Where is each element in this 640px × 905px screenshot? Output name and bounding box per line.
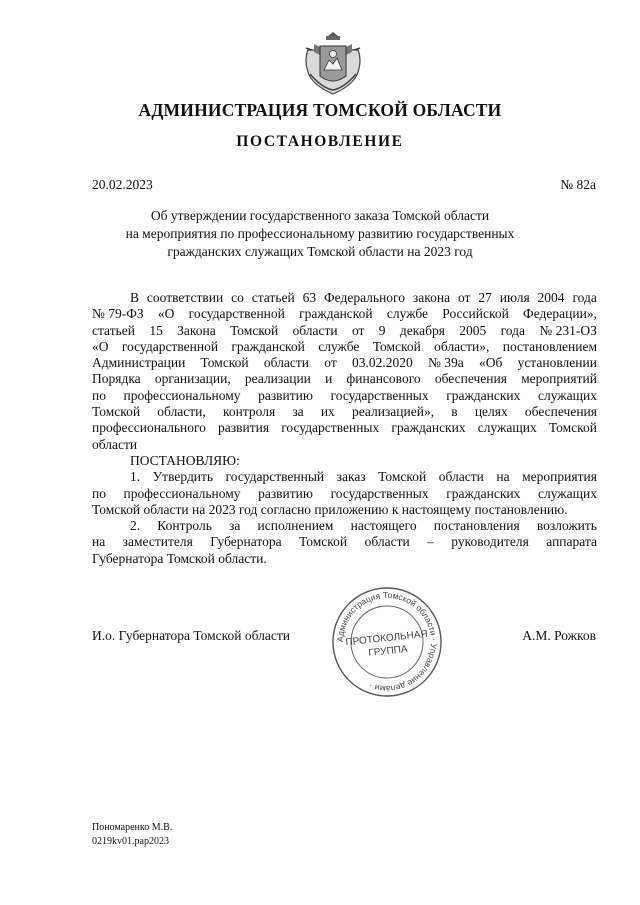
word: от <box>351 322 365 338</box>
text-line <box>92 323 597 339</box>
word: закона <box>412 290 451 305</box>
round-stamp <box>330 585 444 699</box>
word: Администрации <box>92 355 186 371</box>
word: № 39а <box>427 355 464 371</box>
word: года <box>572 290 597 305</box>
word: статьей <box>251 290 295 305</box>
word: Томской <box>92 404 141 420</box>
text-line <box>92 518 597 534</box>
word: 63 <box>302 290 317 305</box>
word: гражданских <box>391 420 466 436</box>
word: области, <box>157 404 206 420</box>
word: государственных <box>281 420 380 436</box>
word: со <box>231 290 244 305</box>
item-1-last-line: Томской области на 2023 год согласно приложению к настоящему постановлению. <box>92 501 568 517</box>
organization-title: АДМИНИСТРАЦИЯ ТОМСКОЙ ОБЛАСТИ <box>138 100 502 120</box>
stamp-line-1: ПРОТОКОЛЬНАЯ <box>345 628 429 649</box>
stamp-line-2: ГРУППА <box>367 643 409 659</box>
word: области <box>263 355 310 371</box>
word: – <box>427 534 434 550</box>
text-line <box>92 290 597 306</box>
resolve-word: ПОСТАНОВЛЯЮ: <box>130 452 240 468</box>
word: В <box>130 290 140 305</box>
word: гражданских <box>446 387 521 403</box>
word: заместителя <box>122 534 193 550</box>
preamble-last-line: области <box>92 436 138 452</box>
word: 2005 <box>459 322 487 338</box>
word: обеспечения <box>524 404 597 420</box>
word: за <box>292 404 304 420</box>
word: «О <box>92 338 109 354</box>
word: Федерации», <box>523 306 597 322</box>
word: установлении <box>517 355 597 371</box>
word: постановлением <box>502 338 597 354</box>
word: профессионального <box>92 420 206 436</box>
word: государственный <box>225 469 325 485</box>
document-body <box>92 290 597 567</box>
word: 03.02.2020 <box>351 355 413 371</box>
stamp-ring-text: Администрация Томской области · Управление делами · <box>334 589 440 695</box>
footer-author: Пономаренко М.В. <box>92 822 173 833</box>
text-line <box>92 534 597 550</box>
title-line: на мероприятия по профессиональному развитию государственных <box>125 226 515 241</box>
word: за <box>229 518 241 534</box>
word: июля <box>499 290 530 305</box>
text-line <box>92 388 597 404</box>
text-line <box>92 404 597 420</box>
word: Российской <box>442 306 509 322</box>
word: гражданской <box>231 338 305 354</box>
word: реализацией», <box>351 404 435 420</box>
word: государственных <box>330 485 429 501</box>
word: 2. <box>130 518 141 534</box>
text-line <box>92 355 597 371</box>
word: Федерального <box>323 290 406 305</box>
word: от <box>457 290 471 305</box>
word: заказ <box>336 469 366 485</box>
word: гражданской <box>299 306 373 322</box>
word: целях <box>474 404 508 420</box>
word: соответствии <box>146 290 224 305</box>
word: государственной <box>188 306 285 322</box>
word: по <box>92 387 106 403</box>
word: в <box>451 404 458 420</box>
word: развитию <box>258 387 313 403</box>
item-1-paragraph <box>92 469 597 502</box>
signature-position: И.о. Губернатора Томской области <box>92 628 290 643</box>
word: 1. <box>130 469 141 485</box>
text-line <box>92 306 597 322</box>
word: служащих <box>477 420 537 436</box>
word: статьей <box>92 322 135 338</box>
title-line: Об утверждении государственного заказа Томской области <box>150 208 490 223</box>
word: Томской <box>372 338 421 354</box>
item-2-last-line: Губернатора Томской области. <box>92 550 267 566</box>
word: Утвердить <box>152 469 214 485</box>
word: по <box>92 485 106 501</box>
word: профессиональному <box>123 485 241 501</box>
word: 27 <box>478 290 492 305</box>
word: на <box>92 534 106 550</box>
word: государственной <box>121 338 219 354</box>
word: на <box>496 469 510 485</box>
word: служащих <box>537 485 597 501</box>
text-line <box>92 339 597 355</box>
word: области <box>364 534 410 550</box>
word: настоящего <box>350 518 417 534</box>
word: Контроль <box>157 518 212 534</box>
word: Закона <box>177 322 216 338</box>
word: гражданских <box>446 485 521 501</box>
word: области», <box>434 338 490 354</box>
text-line <box>92 420 597 436</box>
word: служащих <box>537 387 597 403</box>
word: области <box>292 322 338 338</box>
word: возложить <box>536 518 597 534</box>
word: Томской <box>548 420 597 436</box>
word: исполнением <box>257 518 334 534</box>
word: руководителя <box>451 534 529 550</box>
word: 9 <box>378 322 386 338</box>
word: обеспечения <box>434 371 507 387</box>
text-line <box>92 469 597 485</box>
word: профессиональному <box>123 387 241 403</box>
word: контроля <box>222 404 276 420</box>
word: № 79-ФЗ <box>92 306 144 322</box>
word: «О <box>157 306 175 322</box>
footer-file: 0219kv01.pap2023 <box>92 836 169 847</box>
word: и <box>325 371 333 387</box>
title-line: гражданских служащих Томской области на 2023 год <box>167 244 473 259</box>
document-number: № 82а <box>560 177 596 192</box>
word: Томской <box>200 355 249 371</box>
word: развитию <box>258 485 313 501</box>
coat-of-arms-emblem <box>302 30 364 98</box>
word: государственных <box>330 387 429 403</box>
word: 15 <box>149 322 163 338</box>
word: реализации <box>244 371 311 387</box>
word: Порядка <box>92 371 141 387</box>
word: декабря <box>399 322 445 338</box>
word: года <box>500 322 526 338</box>
document-date: 20.02.2023 <box>92 177 153 192</box>
word: финансового <box>346 371 421 387</box>
text-line <box>92 371 597 387</box>
text-line <box>92 486 597 502</box>
word: организации, <box>154 371 231 387</box>
item-2-paragraph <box>92 518 597 551</box>
document-type: ПОСТАНОВЛЕНИЕ <box>236 133 404 150</box>
word: мероприятий <box>521 371 597 387</box>
word: Губернатора <box>210 534 282 550</box>
signature-name: А.М. Рожков <box>522 628 596 643</box>
word: аппарата <box>546 534 597 550</box>
document-title <box>100 207 540 261</box>
word: «Об <box>478 355 503 371</box>
word: Томской <box>378 469 427 485</box>
word: Томской <box>299 534 348 550</box>
word: мероприятия <box>522 469 597 485</box>
word: развития <box>218 420 270 436</box>
word: № 231-ОЗ <box>539 322 597 338</box>
word: службе <box>386 306 429 322</box>
preamble-paragraph <box>92 290 597 437</box>
word: их <box>320 404 335 420</box>
word: 2004 <box>537 290 565 305</box>
word: от <box>324 355 337 371</box>
word: области <box>438 469 484 485</box>
word: постановления <box>433 518 520 534</box>
word: службе <box>318 338 360 354</box>
word: Томской <box>230 322 279 338</box>
